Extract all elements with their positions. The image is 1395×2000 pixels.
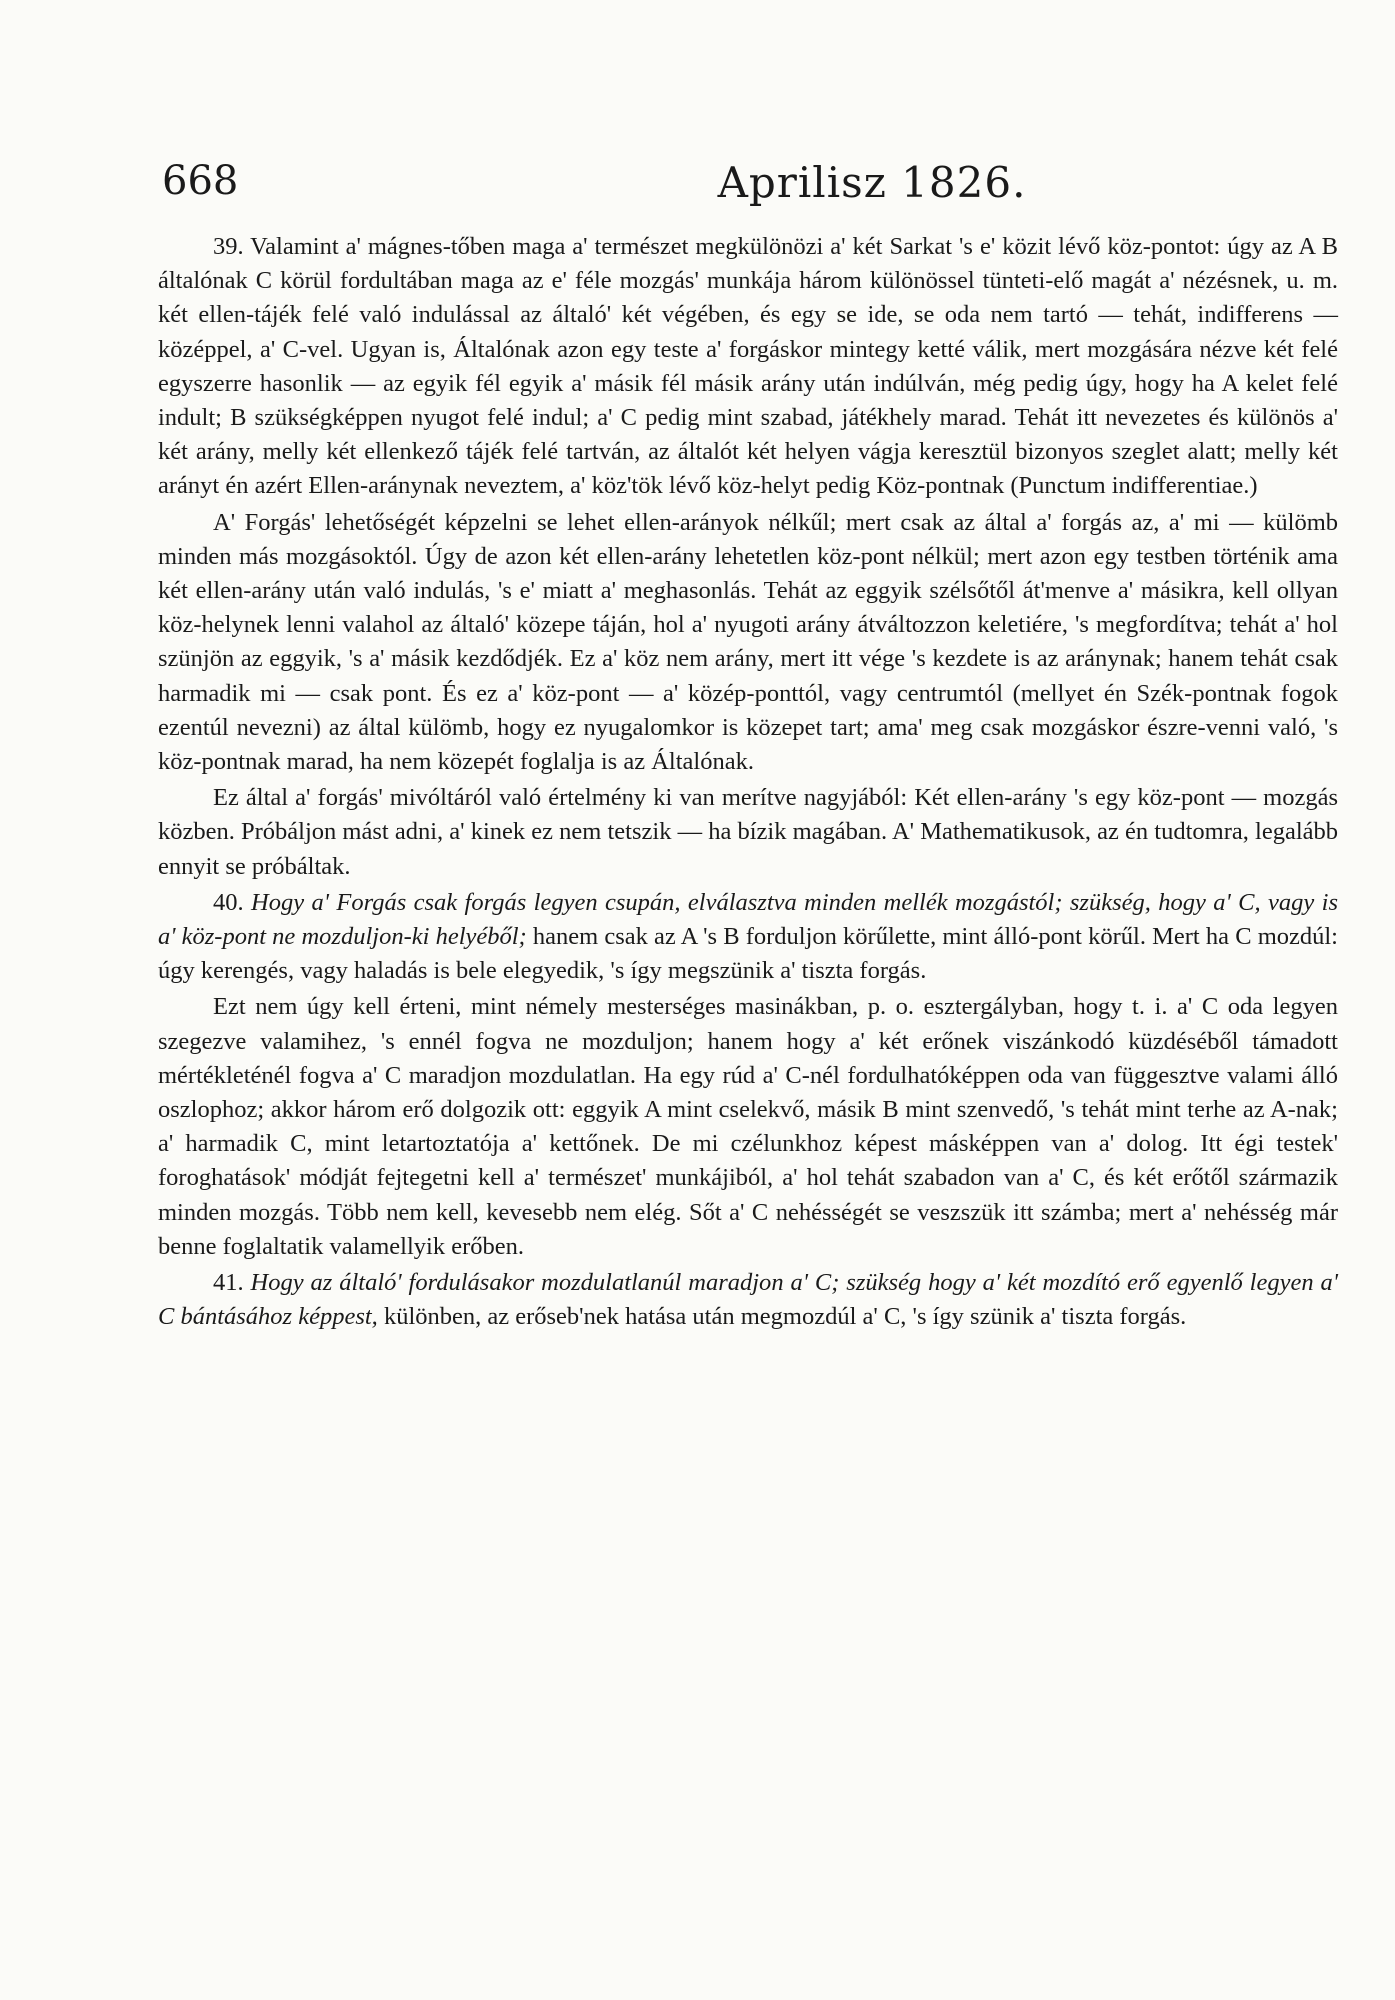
paragraph bbox=[158, 990, 1338, 1264]
page-header bbox=[162, 158, 1337, 218]
section-number: 40. bbox=[213, 888, 244, 916]
italic-thesis: Hogy a' Forgás csak forgás legyen csupán, elválasztva minden mellék mozgástól; szükség, hogy a' C, vagy is a' köz-pont ne mozduljon-ki helyéből; bbox=[158, 888, 1338, 951]
section-number: 41. bbox=[213, 1269, 244, 1297]
paragraph-text: különben, az erőseb'nek hatása után megmozdúl a' C, 's így szünik a' tiszta forgás. bbox=[377, 1303, 1187, 1331]
paragraph-text: A' Forgás' lehetőségét képzelni se lehet ellen-arányok nélkűl; mert csak az által a' forgás az, a' mi — külömb minden más mozgásoktól. Úgy de azon két ellen-arány lehetetlen köz-pont nélkül; mert azon egy testben történik ama két ellen-arány után való indulás, 's e' miatt a' meghasonlás. Tehát az eggyik szélsőtől át'menve a' másikra, kell ollyan köz-helynek lenni valahol az általó' közepe táján, hol a' nyugoti arány átváltozzon keletiére, 's megfordítva; tehát a' hol szünjön az eggyik, 's a' másik kezdődjék. Ez a' köz nem arány, mert itt vége 's kezdete is az aránynak; hanem tehát csak harmadik mi — csak pont. És ez a' köz-pont — a' közép-ponttól, vagy centrumtól (mellyet én Szék-pontnak fogok ezentúl nevezni) az által külömb, hogy ez nyugalomkor is közepet tart; ama' meg csak mozgáskor észre-venni való, 's köz-pontnak marad, ha nem közepét foglalja is az Általónak. bbox=[158, 508, 1338, 776]
paragraph-40 bbox=[158, 886, 1338, 989]
paragraph-text: Valamint a' mágnes-tőben maga a' természet megkülönözi a' két Sarkat 's e' közit lévő köz-pontot: úgy az A B általónak C körül fordultában maga az e' féle mozgás' munkája három különössel tünteti-elő magát a' nézésnek, u. m. két ellen-tájék felé való indulással az általó' két végében, és egy se ide, se oda nem tartó — tehát, indifferens — középpel, a' C-vel. Ugyan is, Általónak azon egy teste a' forgáskor mintegy ketté válik, mert mozgására nézve két felé egyszerre hasonlik — az egyik fél egyik a' másik fél másik arány után indúlván, még pedig úgy, hogy ha A kelet felé indult; B szükségképpen nyugot felé indul; a' C pedig mint szabad, játékhely marad. Tehát itt nevezetes és különös a' két arány, melly két ellenkező tájék felé tartván, az általót két helyen vágja keresztül bizonyos szeglet alatt; melly két arányt én azért Ellen-aránynak neveztem, a' köz'tök lévő köz-helyt pedig Köz-pontnak (Punctum indifferentiae.) bbox=[158, 233, 1339, 500]
paragraph-text: Ezt nem úgy kell érteni, mint némely mesterséges masinákban, p. o. esztergályban, hogy t. i. a' C oda legyen szegezve valamihez, 's ennél fogva ne mozduljon; hanem hogy a' két erőnek viszánkodó küzdéséből támadott mértékleténél fogva a' C maradjon mozdulatlan. Ha egy rúd a' C-nél fordulhatóképpen oda van függesztve valami álló oszlophoz; akkor három erő dolgozik ott: eggyik A mint cselekvő, másik B mint szenvedő, 's tehát mint terhe az A-nak; a' harmadik C, mint letartoztatója a' kettőnek. De mi czélunkhoz képest másképpen van a' dolog. Itt égi testek' foroghatások' módját fejtegetni kell a' természet' munkájiból, a' hol tehát szabadon van a' C, és két erőtől származik minden mozgás. Több nem kell, kevesebb nem elég. Sőt a' C nehésségét se veszszük itt számba; mert a' nehésség már benne foglaltatik valamellyik erőben. bbox=[158, 993, 1338, 1260]
paragraph bbox=[158, 506, 1338, 780]
page-number: 668 bbox=[162, 158, 239, 204]
paragraph-39 bbox=[158, 230, 1338, 504]
paragraph bbox=[158, 781, 1338, 884]
italic-thesis: Hogy az általó' fordulásakor mozdulatlanúl maradjon a' C; szükség hogy a' két mozdító erő egyenlő legyen a' C bántásához képpest, bbox=[158, 1269, 1339, 1331]
paragraph-text: Ez által a' forgás' mivóltáról való értelmény ki van merítve nagyjából: Két ellen-arány 's egy köz-pont — mozgás közben. Próbáljon mást adni, a' kinek ez nem tetszik — ha bízik magában. A' Mathematikusok, az én tudtomra, legalább ennyit se próbáltak. bbox=[158, 784, 1338, 880]
running-title: Aprilisz 1826. bbox=[717, 158, 1027, 207]
section-number: 39. bbox=[213, 233, 244, 260]
paragraph-41 bbox=[158, 1266, 1338, 1334]
paragraph-text: hanem csak az A 's B forduljon körűlette, mint álló-pont körűl. Mert ha C mozdúl: úgy kerengés, vagy haladás is bele elegyedik, 's így megszünik a' tiszta forgás. bbox=[158, 923, 1338, 985]
body-text bbox=[158, 230, 1338, 1335]
